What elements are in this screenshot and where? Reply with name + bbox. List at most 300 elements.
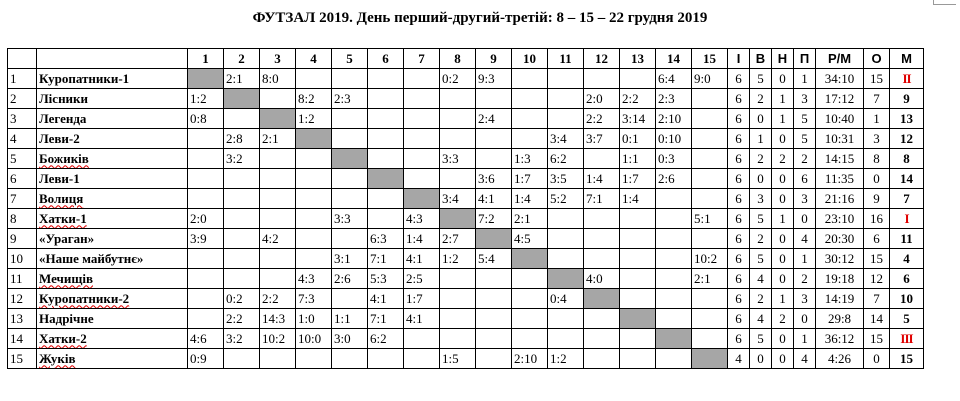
score-cell — [296, 169, 332, 189]
stat-cell: 5 — [794, 129, 816, 149]
stat-cell: 14 — [864, 309, 890, 329]
score-cell — [656, 209, 692, 229]
score-cell: 4:1 — [404, 249, 440, 269]
stat-cell: 2 — [750, 229, 772, 249]
team-name — [37, 289, 188, 309]
diagonal-cell — [620, 309, 656, 329]
stat-cell: 15 — [864, 249, 890, 269]
score-cell: 2:2 — [584, 109, 620, 129]
score-cell: 1:1 — [620, 149, 656, 169]
team-name-text: Куропатники-2 — [39, 290, 130, 306]
table-row — [8, 129, 924, 149]
stat-cell: 1 — [772, 209, 794, 229]
column-header: 8 — [440, 49, 476, 69]
score-cell — [548, 229, 584, 249]
score-cell — [188, 289, 224, 309]
team-name-text: «Ураган» — [39, 230, 95, 246]
team-name-text: Жуків — [39, 350, 76, 366]
score-cell — [260, 89, 296, 109]
score-cell: 4:3 — [296, 269, 332, 289]
stat-cell: 2 — [772, 149, 794, 169]
score-cell — [260, 349, 296, 369]
score-cell — [584, 309, 620, 329]
diagonal-cell — [368, 169, 404, 189]
score-cell: 2:1 — [260, 129, 296, 149]
place-cell: 9 — [890, 89, 924, 109]
score-cell — [440, 329, 476, 349]
table-row — [8, 189, 924, 209]
score-cell — [260, 269, 296, 289]
team-name-text: «Наше майбутнє» — [39, 250, 144, 266]
score-cell: 3:1 — [332, 249, 368, 269]
score-cell: 1:2 — [548, 349, 584, 369]
stat-cell: 1 — [794, 329, 816, 349]
score-cell — [440, 289, 476, 309]
stat-cell: 4 — [750, 309, 772, 329]
stat-cell: 0 — [864, 169, 890, 189]
table-row — [8, 329, 924, 349]
score-cell: 5:1 — [692, 209, 728, 229]
stat-cell: 14:19 — [816, 289, 864, 309]
score-cell — [692, 289, 728, 309]
column-header: 9 — [476, 49, 512, 69]
diagonal-cell — [188, 69, 224, 89]
score-cell: 10:2 — [260, 329, 296, 349]
score-cell — [548, 69, 584, 89]
team-name — [37, 349, 188, 369]
diagonal-cell — [692, 349, 728, 369]
score-cell — [296, 149, 332, 169]
score-cell — [296, 69, 332, 89]
score-cell: 1:4 — [620, 189, 656, 209]
score-cell: 7:1 — [584, 189, 620, 209]
score-cell — [620, 269, 656, 289]
table-row — [8, 309, 924, 329]
score-cell — [404, 89, 440, 109]
score-cell: 14:3 — [260, 309, 296, 329]
score-cell: 1:4 — [584, 169, 620, 189]
stat-cell: 6 — [728, 169, 750, 189]
stat-cell: 6 — [864, 229, 890, 249]
stat-cell: 0 — [772, 349, 794, 369]
score-cell: 6:3 — [368, 229, 404, 249]
score-cell — [584, 329, 620, 349]
score-cell: 4:6 — [188, 329, 224, 349]
diagonal-cell — [260, 109, 296, 129]
score-cell: 1:4 — [404, 229, 440, 249]
score-cell — [260, 249, 296, 269]
score-cell: 4:5 — [512, 229, 548, 249]
row-number: 5 — [8, 149, 37, 169]
stat-cell: 2 — [794, 269, 816, 289]
stat-cell: 5 — [750, 209, 772, 229]
score-cell — [620, 69, 656, 89]
score-cell — [476, 89, 512, 109]
score-cell: 2:3 — [656, 89, 692, 109]
team-name — [37, 129, 188, 149]
stat-cell: 0 — [772, 189, 794, 209]
score-cell: 7:1 — [368, 309, 404, 329]
table-row — [8, 89, 924, 109]
place-cell: 7 — [890, 189, 924, 209]
column-header: 5 — [332, 49, 368, 69]
score-cell — [188, 309, 224, 329]
place-cell: 8 — [890, 149, 924, 169]
stat-cell: 5 — [750, 69, 772, 89]
score-cell: 0:3 — [656, 149, 692, 169]
column-header: 10 — [512, 49, 548, 69]
score-cell — [620, 349, 656, 369]
score-cell — [692, 189, 728, 209]
diagonal-cell — [656, 329, 692, 349]
score-cell — [584, 229, 620, 249]
score-cell: 1:5 — [440, 349, 476, 369]
diagonal-cell — [332, 149, 368, 169]
stat-header: Н — [772, 49, 794, 69]
stat-cell: 14:15 — [816, 149, 864, 169]
column-header: 2 — [224, 49, 260, 69]
stat-cell: 1 — [772, 109, 794, 129]
team-name-text: Леви-1 — [39, 170, 80, 186]
stat-cell: 2 — [772, 309, 794, 329]
stat-cell: 6 — [728, 249, 750, 269]
score-cell — [584, 349, 620, 369]
score-cell: 2:0 — [584, 89, 620, 109]
column-header: 1 — [188, 49, 224, 69]
score-cell: 0:4 — [548, 289, 584, 309]
row-number: 7 — [8, 189, 37, 209]
score-cell — [296, 349, 332, 369]
team-name-text: Лісники — [39, 90, 89, 106]
score-cell — [224, 189, 260, 209]
score-cell — [440, 309, 476, 329]
score-cell — [476, 309, 512, 329]
score-cell — [692, 329, 728, 349]
score-cell: 1:1 — [332, 309, 368, 329]
score-cell — [656, 269, 692, 289]
team-name — [37, 189, 188, 209]
score-cell — [656, 289, 692, 309]
score-cell — [692, 129, 728, 149]
score-cell: 0:2 — [440, 69, 476, 89]
stat-cell: 6 — [728, 209, 750, 229]
score-cell: 2:8 — [224, 129, 260, 149]
score-cell — [620, 209, 656, 229]
place-cell: 14 — [890, 169, 924, 189]
diagonal-cell — [224, 89, 260, 109]
team-name-text: Божиків — [39, 150, 89, 166]
stat-cell: 15 — [864, 329, 890, 349]
score-cell: 2:1 — [512, 209, 548, 229]
score-cell — [332, 189, 368, 209]
score-cell — [512, 109, 548, 129]
score-cell — [512, 269, 548, 289]
column-header: 15 — [692, 49, 728, 69]
team-name — [37, 69, 188, 89]
stat-cell: 0 — [772, 329, 794, 349]
diagonal-cell — [296, 129, 332, 149]
column-header: 11 — [548, 49, 584, 69]
place-cell: 6 — [890, 269, 924, 289]
team-name — [37, 169, 188, 189]
score-cell — [656, 249, 692, 269]
score-cell: 2:2 — [620, 89, 656, 109]
table-row — [8, 289, 924, 309]
stat-cell: 3 — [794, 289, 816, 309]
score-cell — [656, 189, 692, 209]
row-number: 2 — [8, 89, 37, 109]
team-name-text: Легенда — [39, 110, 87, 126]
score-cell — [188, 169, 224, 189]
score-cell — [296, 229, 332, 249]
score-cell: 1:2 — [296, 109, 332, 129]
stat-cell: 0 — [750, 109, 772, 129]
score-cell — [692, 149, 728, 169]
score-cell: 1:7 — [404, 289, 440, 309]
stat-cell: 6 — [728, 89, 750, 109]
diagonal-cell — [512, 249, 548, 269]
score-cell — [188, 269, 224, 289]
score-cell — [332, 109, 368, 129]
place-cell: 10 — [890, 289, 924, 309]
team-name-text: Куропатники-1 — [39, 70, 130, 86]
stat-cell: 6 — [728, 129, 750, 149]
score-cell: 6:4 — [656, 69, 692, 89]
stat-cell: 0 — [864, 349, 890, 369]
stat-cell: 3 — [794, 89, 816, 109]
score-cell — [548, 309, 584, 329]
place-cell: 12 — [890, 129, 924, 149]
table-row — [8, 169, 924, 189]
table-row — [8, 269, 924, 289]
stat-cell: 6 — [728, 69, 750, 89]
score-cell: 4:1 — [368, 289, 404, 309]
stat-cell: 6 — [728, 229, 750, 249]
score-cell: 3:0 — [332, 329, 368, 349]
score-cell — [440, 109, 476, 129]
team-name — [37, 309, 188, 329]
score-cell: 3:5 — [548, 169, 584, 189]
score-cell — [548, 329, 584, 349]
team-name-text: Хатки-1 — [39, 210, 87, 226]
stat-cell: 0 — [772, 229, 794, 249]
stat-header: І — [728, 49, 750, 69]
stat-cell: 36:12 — [816, 329, 864, 349]
score-cell — [404, 149, 440, 169]
score-cell: 0:9 — [188, 349, 224, 369]
stat-cell: 4 — [794, 349, 816, 369]
score-cell — [404, 109, 440, 129]
team-name-text: Леви-2 — [39, 130, 80, 146]
column-header: 13 — [620, 49, 656, 69]
stat-cell: 6 — [728, 189, 750, 209]
score-cell: 3:9 — [188, 229, 224, 249]
stat-cell: 2 — [750, 149, 772, 169]
stat-header: П — [794, 49, 816, 69]
score-cell: 4:3 — [404, 209, 440, 229]
score-cell — [656, 229, 692, 249]
stat-cell: 4:26 — [816, 349, 864, 369]
score-cell — [224, 349, 260, 369]
score-cell — [404, 169, 440, 189]
stat-cell: 7 — [864, 289, 890, 309]
score-cell — [512, 129, 548, 149]
score-cell: 3:2 — [224, 149, 260, 169]
stat-cell: 1 — [750, 129, 772, 149]
score-cell — [260, 149, 296, 169]
row-number: 1 — [8, 69, 37, 89]
score-cell: 2:7 — [440, 229, 476, 249]
stat-cell: 20:30 — [816, 229, 864, 249]
score-cell: 1:7 — [620, 169, 656, 189]
score-cell: 5:3 — [368, 269, 404, 289]
header-corner-num — [8, 49, 37, 69]
table-row — [8, 349, 924, 369]
score-cell — [404, 349, 440, 369]
row-number: 10 — [8, 249, 37, 269]
score-cell: 7:3 — [296, 289, 332, 309]
score-cell — [296, 209, 332, 229]
stat-cell: 0 — [750, 349, 772, 369]
team-name — [37, 269, 188, 289]
score-cell — [512, 309, 548, 329]
score-cell — [260, 209, 296, 229]
score-cell: 8:0 — [260, 69, 296, 89]
place-cell: 5 — [890, 309, 924, 329]
score-cell — [656, 349, 692, 369]
stat-cell: 23:10 — [816, 209, 864, 229]
score-cell: 6:2 — [368, 329, 404, 349]
score-cell — [332, 289, 368, 309]
score-cell — [584, 209, 620, 229]
stat-cell: 1 — [794, 249, 816, 269]
score-cell: 3:4 — [548, 129, 584, 149]
row-number: 15 — [8, 349, 37, 369]
score-cell — [368, 129, 404, 149]
score-cell — [368, 349, 404, 369]
score-cell — [692, 229, 728, 249]
stat-cell: 1 — [794, 69, 816, 89]
score-cell: 5:4 — [476, 249, 512, 269]
score-cell: 3:4 — [440, 189, 476, 209]
score-cell: 10:2 — [692, 249, 728, 269]
score-cell: 1:2 — [188, 89, 224, 109]
column-header: 3 — [260, 49, 296, 69]
team-name-text: Мечищів — [39, 270, 93, 286]
score-cell: 9:3 — [476, 69, 512, 89]
place-cell: 4 — [890, 249, 924, 269]
score-cell: 2:6 — [332, 269, 368, 289]
stat-header: В — [750, 49, 772, 69]
score-cell: 5:2 — [548, 189, 584, 209]
score-cell — [692, 89, 728, 109]
stat-header: О — [864, 49, 890, 69]
score-cell: 1:0 — [296, 309, 332, 329]
score-cell — [368, 109, 404, 129]
score-cell: 2:1 — [692, 269, 728, 289]
row-number: 11 — [8, 269, 37, 289]
score-cell — [548, 209, 584, 229]
score-cell: 6:2 — [548, 149, 584, 169]
score-cell: 3:3 — [440, 149, 476, 169]
score-cell: 2:2 — [260, 289, 296, 309]
stat-cell: 6 — [794, 169, 816, 189]
score-cell — [224, 249, 260, 269]
score-cell — [368, 89, 404, 109]
score-cell — [188, 129, 224, 149]
place-cell: ІІ — [890, 69, 924, 89]
score-cell — [224, 109, 260, 129]
stat-cell: 4 — [728, 349, 750, 369]
score-cell — [656, 309, 692, 329]
score-cell — [620, 249, 656, 269]
score-cell — [404, 329, 440, 349]
place-cell: ІІІ — [890, 329, 924, 349]
score-cell: 2:2 — [224, 309, 260, 329]
diagonal-cell — [476, 229, 512, 249]
row-number: 3 — [8, 109, 37, 129]
score-cell — [440, 129, 476, 149]
page-title: ФУТЗАЛ 2019. День перший-другий-третій: 8 – 15 – 22 грудня 2019 — [252, 10, 708, 26]
place-cell: 11 — [890, 229, 924, 249]
score-cell — [512, 329, 548, 349]
stat-cell: 5 — [750, 249, 772, 269]
stat-cell: 6 — [728, 289, 750, 309]
score-cell: 8:2 — [296, 89, 332, 109]
stat-cell: 4 — [750, 269, 772, 289]
score-cell: 1:2 — [440, 249, 476, 269]
stat-cell: 10:40 — [816, 109, 864, 129]
stat-cell: 0 — [772, 169, 794, 189]
team-name — [37, 329, 188, 349]
score-cell — [476, 269, 512, 289]
score-cell — [404, 69, 440, 89]
score-cell — [296, 189, 332, 209]
score-cell: 0:1 — [620, 129, 656, 149]
stat-cell: 19:18 — [816, 269, 864, 289]
stat-cell: 1 — [772, 289, 794, 309]
score-cell — [260, 169, 296, 189]
score-cell: 2:1 — [224, 69, 260, 89]
score-cell — [368, 189, 404, 209]
team-name — [37, 209, 188, 229]
score-cell — [620, 229, 656, 249]
row-number: 6 — [8, 169, 37, 189]
row-number: 8 — [8, 209, 37, 229]
score-cell — [476, 329, 512, 349]
score-cell: 3:14 — [620, 109, 656, 129]
stat-cell: 5 — [794, 109, 816, 129]
score-cell — [332, 69, 368, 89]
stat-cell: 1 — [772, 89, 794, 109]
stat-cell: 7 — [864, 89, 890, 109]
score-cell: 4:2 — [260, 229, 296, 249]
score-cell: 7:2 — [476, 209, 512, 229]
place-cell: І — [890, 209, 924, 229]
table-row — [8, 149, 924, 169]
score-cell: 3:7 — [584, 129, 620, 149]
place-cell: 13 — [890, 109, 924, 129]
score-cell: 4:0 — [584, 269, 620, 289]
stat-cell: 3 — [864, 129, 890, 149]
score-cell — [368, 69, 404, 89]
score-cell — [440, 89, 476, 109]
score-cell — [224, 209, 260, 229]
place-cell: 15 — [890, 349, 924, 369]
score-cell — [188, 149, 224, 169]
score-cell: 2:6 — [656, 169, 692, 189]
stat-cell: 2 — [750, 289, 772, 309]
